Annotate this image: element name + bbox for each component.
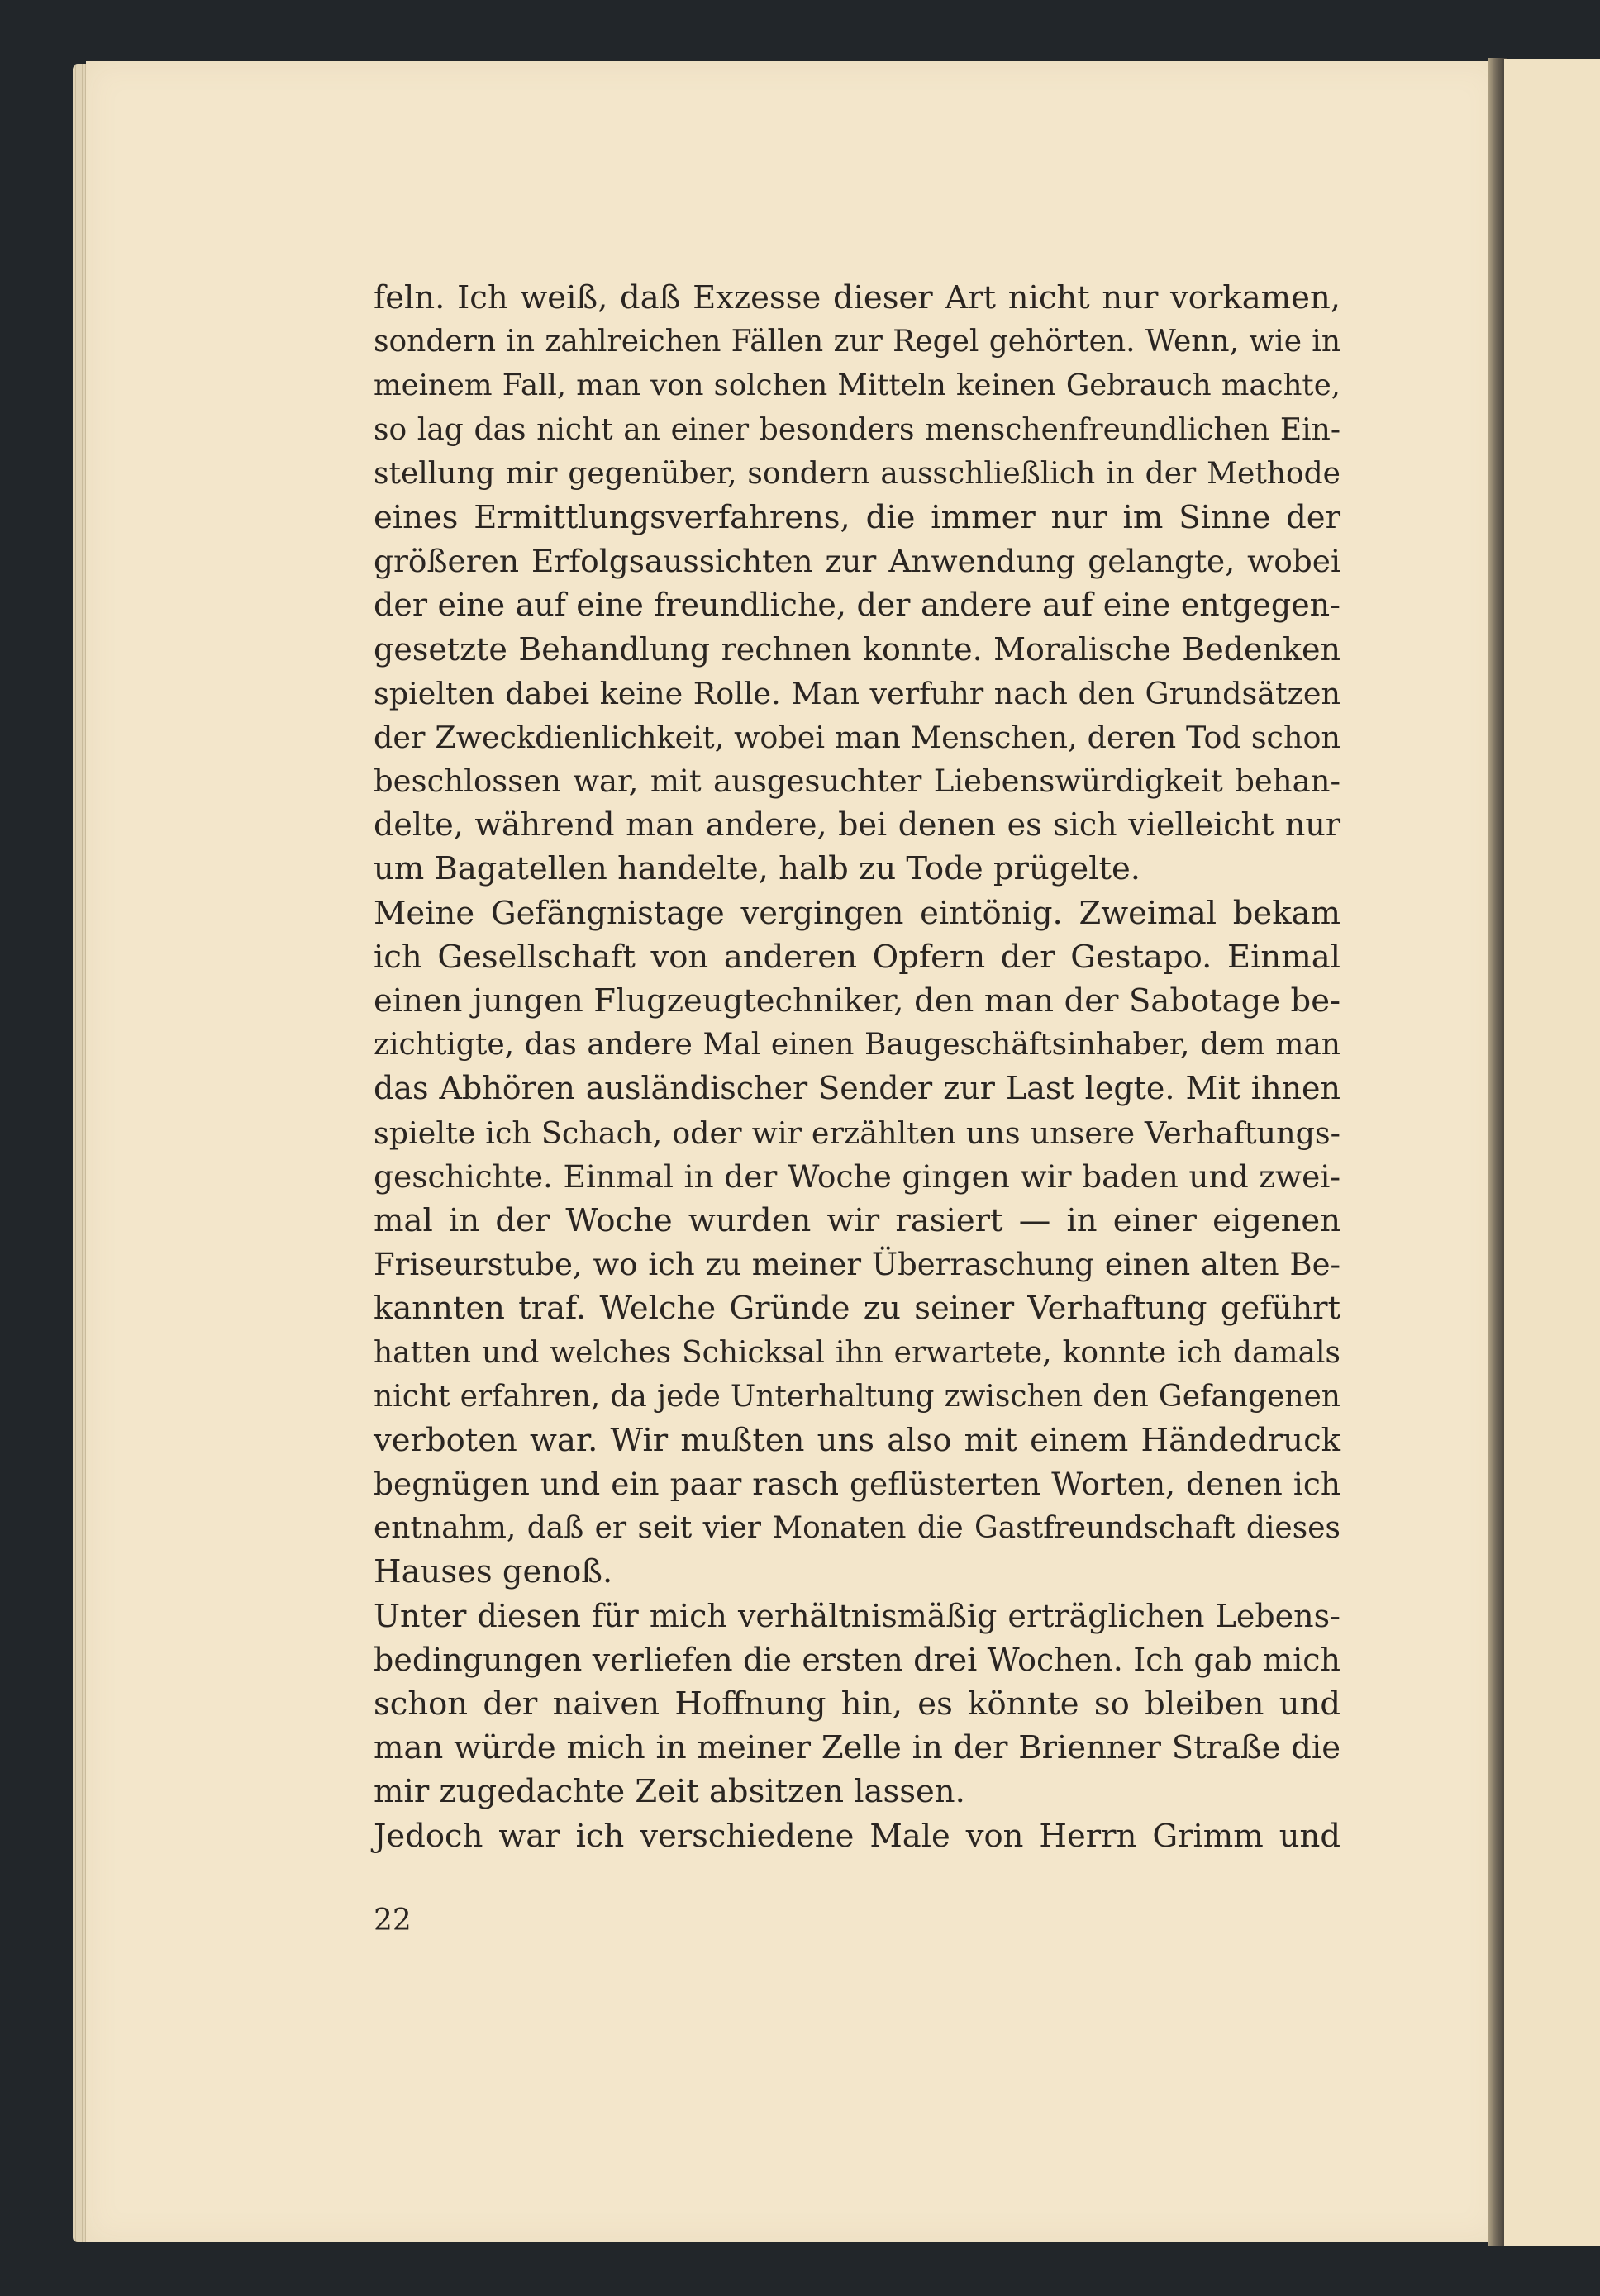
text-line: kannten traf. Welche Gründe zu seiner Verhaftung geführt	[374, 1290, 1340, 1328]
text-line: der Zweckdienlichkeit, wobei man Menschen, deren Tod schon	[374, 719, 1340, 755]
text-line: das Abhören ausländischer Sender zur Last legte. Mit ihnen	[374, 1070, 1340, 1107]
text-line: delte, während man andere, bei denen es sich vielleicht nur	[374, 806, 1340, 844]
text-line: feln. Ich weiß, daß Exzesse dieser Art nicht nur vorkamen,	[374, 279, 1340, 316]
text-line: gesetzte Behandlung rechnen konnte. Moralische Bedenken	[374, 630, 1340, 668]
text-line: beschlossen war, mit ausgesuchter Liebenswürdigkeit behan-	[374, 763, 1340, 800]
text-line: verboten war. Wir mußten uns also mit einem Händedruck	[374, 1421, 1340, 1459]
text-line: begnügen und ein paar rasch geflüsterten Worten, denen ich	[374, 1466, 1340, 1503]
text-line: eines Ermittlungsverfahrens, die immer nur im Sinne der	[374, 498, 1340, 536]
text-line: mal in der Woche wurden wir rasiert — in einer eigenen	[374, 1201, 1340, 1239]
facing-page-edge	[1504, 59, 1600, 2246]
text-line: schon der naiven Hoffnung hin, es könnte so bleiben und	[374, 1685, 1340, 1723]
text-line: Hauses genoß.	[374, 1553, 613, 1591]
text-line: man würde mich in meiner Zelle in der Brienner Straße die	[374, 1729, 1340, 1767]
text-line: so lag das nicht an einer besonders menschenfreundlichen Ein-	[374, 412, 1340, 447]
text-line: nicht erfahren, da jede Unterhaltung zwischen den Gefangenen	[374, 1379, 1340, 1414]
text-line: hatten und welches Schicksal ihn erwartete, konnte ich damals	[374, 1335, 1340, 1370]
text-line: spielte ich Schach, oder wir erzählten uns unsere Verhaftungs-	[374, 1115, 1340, 1151]
text-line: bedingungen verliefen die ersten drei Wochen. Ich gab mich	[374, 1641, 1340, 1678]
text-line: spielten dabei keine Rolle. Man verfuhr nach den Grundsätzen	[374, 675, 1340, 711]
text-line: Jedoch war ich verschiedene Male von Herrn Grimm und	[374, 1817, 1340, 1855]
text-line: Meine Gefängnistage vergingen eintönig. Zweimal bekam	[374, 894, 1340, 932]
text-line: ich Gesellschaft von anderen Opfern der Gestapo. Einmal	[374, 938, 1340, 976]
text-line: mir zugedachte Zeit absitzen lassen.	[374, 1773, 965, 1811]
text-line: stellung mir gegenüber, sondern ausschließlich in der Methode	[374, 456, 1340, 491]
text-line: größeren Erfolgsaussichten zur Anwendung gelangte, wobei	[374, 543, 1340, 580]
text-line: sondern in zahlreichen Fällen zur Regel gehörten. Wenn, wie in	[374, 325, 1340, 359]
text-line: geschichte. Einmal in der Woche gingen wir baden und zwei-	[374, 1158, 1340, 1195]
text-line: zichtigte, das andere Mal einen Baugeschäftsinhaber, dem man	[374, 1028, 1340, 1062]
text-line: um Bagatellen handelte, halb zu Tode prügelte.	[374, 850, 1140, 888]
text-line: der eine auf eine freundliche, der andere auf eine entgegen-	[374, 587, 1340, 624]
text-line: einen jungen Flugzeugtechniker, den man der Sabotage be-	[374, 982, 1340, 1020]
text-line: Unter diesen für mich verhältnismäßig erträglichen Lebens-	[374, 1597, 1340, 1634]
text-line: entnahm, daß er seit vier Monaten die Gastfreundschaft dieses	[374, 1511, 1340, 1546]
body-text	[374, 276, 1340, 1858]
page-number: 22	[374, 1904, 412, 1937]
text-line: Friseurstube, wo ich zu meiner Überraschung einen alten Be-	[374, 1247, 1340, 1283]
text-line: meinem Fall, man von solchen Mitteln keinen Gebrauch machte,	[374, 368, 1340, 403]
